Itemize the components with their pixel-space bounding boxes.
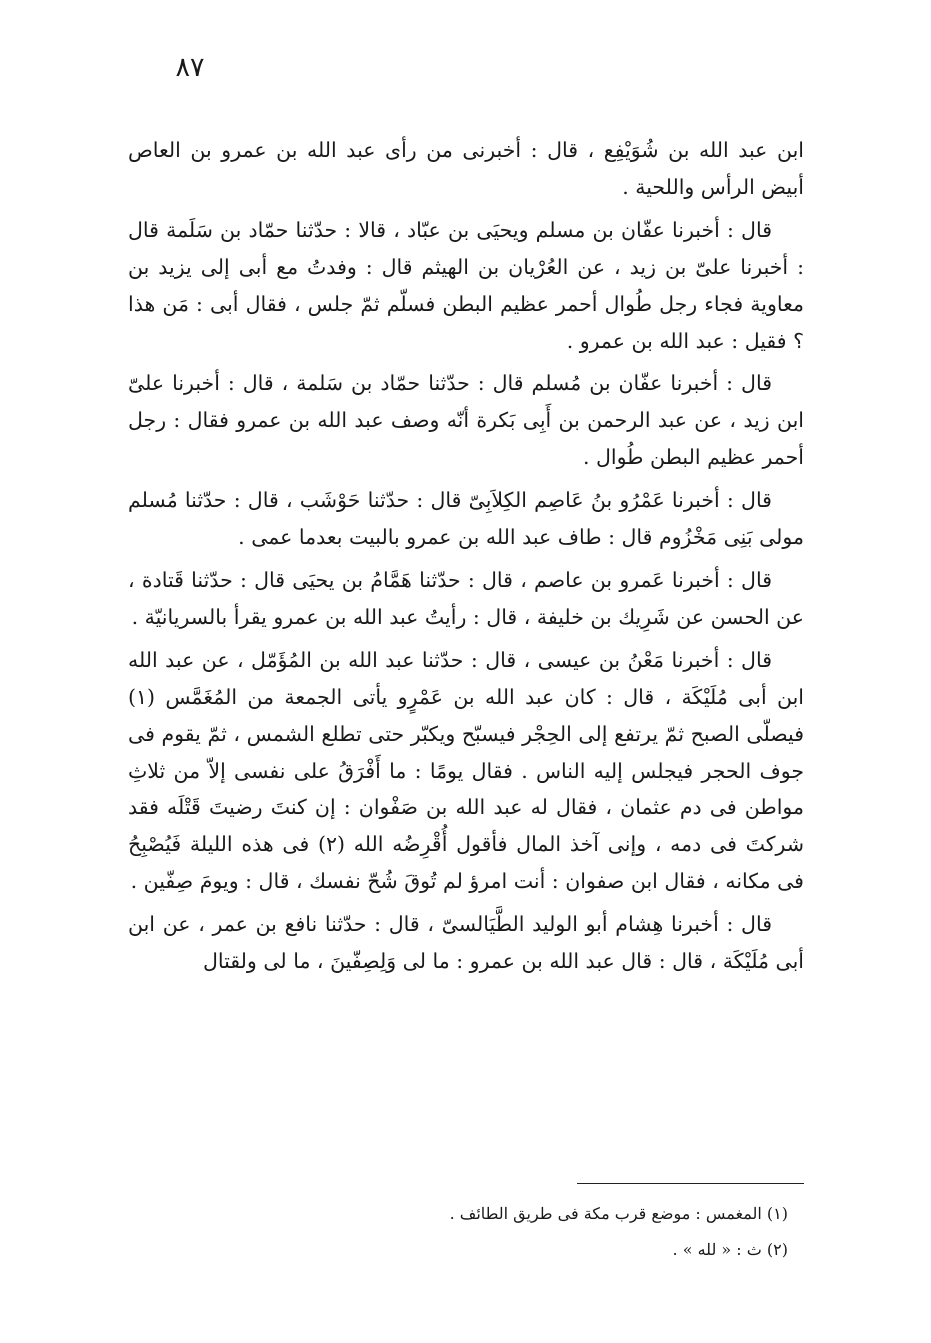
paragraph: قال : أخبرنا مَعْنُ بن عيسى ، قال : حدّثنا عبد الله بن المُؤَمّل ، عن عبد الله ابن أبى مُلَيْكَة ، قال : كان عبد الله بن عَمْرٍو يأتى الجمعة من المُغَمَّس (١) فيصلّى الصبح ثمّ يرتفع إلى الحِجْر فيسبّح ويكبّر حتى تطلع الشمس ، ثمّ يقوم فى جوف الحجر فيجلس إليه الناس . فقال يومًا : ما أَفْرَقُ على نفسى إلاّ من ثلاثِ مواطن فى دم عثمان ، فقال له عبد الله بن صَفْوان : إن كنتَ رضيتَ قَتْلَه فقد شركتَ فى دمه ، وإنى آخذ المال فأقول أُقْرِضُه الله (٢) فى هذه الليلة فَيُصْبِحُ فى مكانه ، فقال ابن صفوان : أنت امرؤ لم تُوقَ شُحّ نفسك ، قال : ويومَ صِفّين .: [128, 647, 804, 894]
paragraph: قال : أخبرنا عَمْرُو بنُ عَاصِم الكِلاَبِىّ قال : حدّثنا حَوْشَب ، قال : حدّثنا مُسلم مولى بَنِى مَخْزُوم قال : طاف عبد الله بن عمرو بالبيت بعدما عمى .: [128, 488, 804, 550]
footnote-divider: [577, 1183, 804, 1184]
paragraph: قال : أخبرنا هِشام أبو الوليد الطَّيَالسىّ ، قال : حدّثنا نافع بن عمر ، عن ابن أبى مُلَيْكَة ، قال : قال عبد الله بن عمرو : ما لى وَلِصِفّينَ ، ما لى ولقتال: [128, 912, 804, 974]
footnote: (١) المغمس : موضع قرب مكة فى طريق الطائف .: [449, 1204, 788, 1223]
paragraph: قال : أخبرنا عفّان بن مسلم ويحيَى بن عبّاد ، قالا : حدّثنا حمّاد بن سَلَمة قال : أخبرنا علىّ بن زيد ، عن العُرْيان بن الهيثم قال : وفدتُ مع أبى إلى يزيد بن معاوية فجاء رجل طُوال أحمر عظيم البطن فسلّم ثمّ جلس ، فقال أبى : مَن هذا ؟ فقيل : عبد الله بن عمرو .: [128, 217, 804, 353]
paragraph: ابن عبد الله بن شُوَيْفِع ، قال : أخبرنى من رأى عبد الله بن عمرو بن العاص أبيض الرأس واللحية .: [128, 138, 804, 199]
paragraph: قال : أخبرنا عفّان بن مُسلم قال : حدّثنا حمّاد بن سَلمة ، قال : أخبرنا علىّ ابن زيد ، عن عبد الرحمن بن أَبِى بَكرة أنّه وصف عبد الله بن عمرو فقال : رجل أحمر عظيم البطن طُوال .: [128, 371, 804, 470]
page-number: ٨٧: [175, 52, 205, 83]
paragraph: قال : أخبرنا عَمرو بن عاصم ، قال : حدّثنا هَمَّامُ بن يحيَى قال : حدّثنا قَتادة ، عن الحسن عن شَرِيك بن خليفة ، قال : رأيتُ عبد الله بن عمرو يقرأ بالسريانيّة .: [128, 567, 804, 629]
footnotes: [128, 1196, 788, 1268]
main-text: [128, 132, 804, 986]
footnote: (٢) ث : « لله » .: [672, 1240, 788, 1259]
